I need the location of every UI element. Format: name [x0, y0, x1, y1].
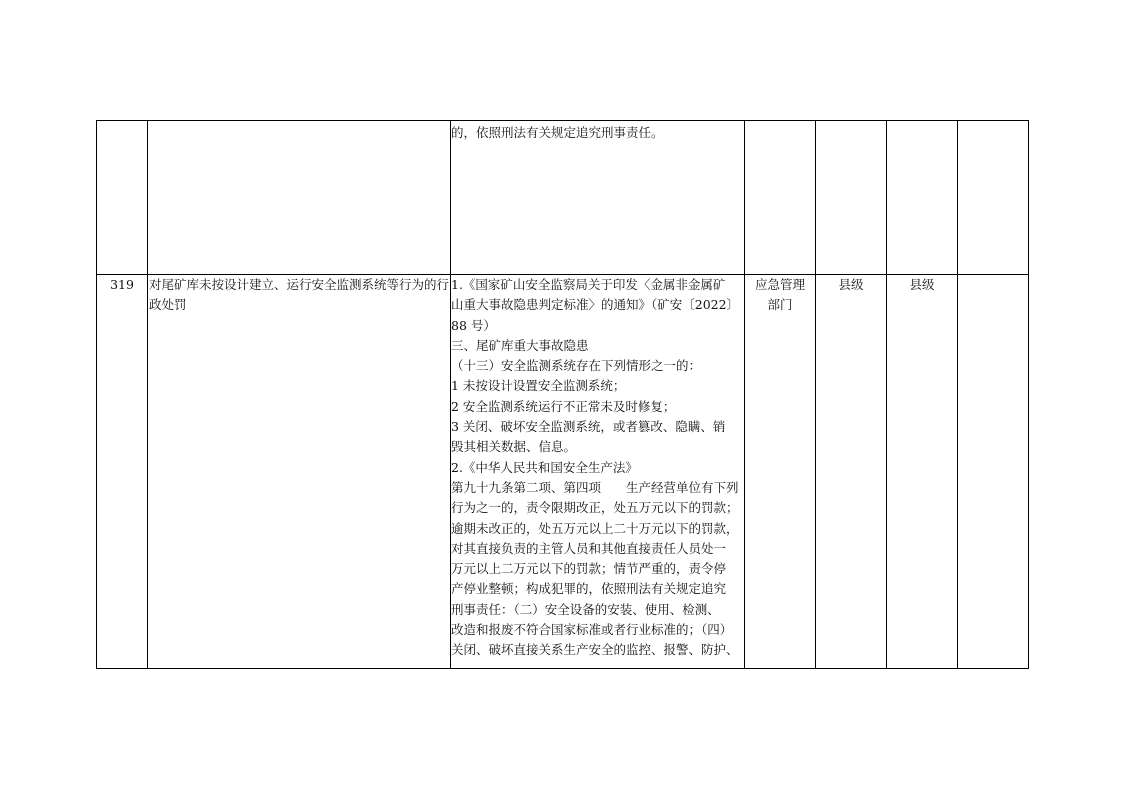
basis-line: 改造和报废不符合国家标准或者行业标准的；（四）	[451, 622, 733, 638]
basis-line: 毁其相关数据、信息。	[451, 439, 577, 455]
basis-line: 1.《国家矿山安全监察局关于印发〈金属非金属矿	[451, 277, 726, 292]
basis-line: 行为之一的，责令限期改正，处五万元以下的罚款；	[451, 500, 739, 516]
table-row	[97, 275, 1029, 669]
basis-line: 第九十九条第二项、第四项 生产经营单位有下列	[451, 479, 739, 495]
basis-line: 对其直接负责的主管人员和其他直接责任人员处一	[451, 540, 727, 556]
basis-line: 产停业整顿；构成犯罪的，依照刑法有关规定追究	[451, 581, 727, 597]
level-cell-a	[816, 121, 887, 275]
department-cell	[745, 275, 816, 669]
basis-line: 1 未按设计设置安全监测系统；	[451, 378, 626, 394]
note-cell	[958, 121, 1029, 275]
basis-line: 的，依照刑法有关规定追究刑事责任。	[451, 125, 664, 140]
basis-line: 2.《中华人民共和国安全生产法》	[451, 459, 638, 475]
level-cell-b: 县级	[887, 275, 958, 669]
basis-line: 88 号）	[451, 317, 496, 333]
basis-line: （十三）安全监测系统存在下列情形之一的：	[451, 358, 702, 374]
item-cell	[148, 275, 451, 669]
level-cell-b	[887, 121, 958, 275]
item-text: 对尾矿库未按设计建立、运行安全监测系统等行为的行政处罚	[149, 277, 450, 313]
item-cell	[148, 121, 451, 275]
row-number-cell: 319	[97, 275, 148, 669]
legal-basis-cell	[451, 275, 745, 669]
department-text: 应急管理部门	[754, 277, 805, 313]
basis-line: 3 关闭、破坏安全监测系统，或者篡改、隐瞒、销	[451, 419, 726, 435]
basis-line: 山重大事故隐患判定标准〉的通知》（矿安〔2022〕	[451, 297, 740, 313]
basis-line: 2 安全监测系统运行不正常未及时修复；	[451, 398, 676, 414]
basis-line: 关闭、破坏直接关系生产安全的监控、报警、防护、	[451, 642, 739, 658]
level-cell-a: 县级	[816, 275, 887, 669]
basis-line: 万元以上二万元以下的罚款；情节严重的，责令停	[451, 561, 727, 577]
basis-line: 逾期未改正的，处五万元以上二十万元以下的罚款，	[451, 520, 739, 536]
basis-line: 刑事责任：（二）安全设备的安装、使用、检测、	[451, 601, 720, 617]
row-number-cell	[97, 121, 148, 275]
basis-line: 三、尾矿库重大事故隐患	[451, 337, 589, 353]
note-cell	[958, 275, 1029, 669]
regulation-table	[96, 120, 1029, 669]
department-cell	[745, 121, 816, 275]
table-row	[97, 121, 1029, 275]
legal-basis-cell	[451, 121, 745, 275]
